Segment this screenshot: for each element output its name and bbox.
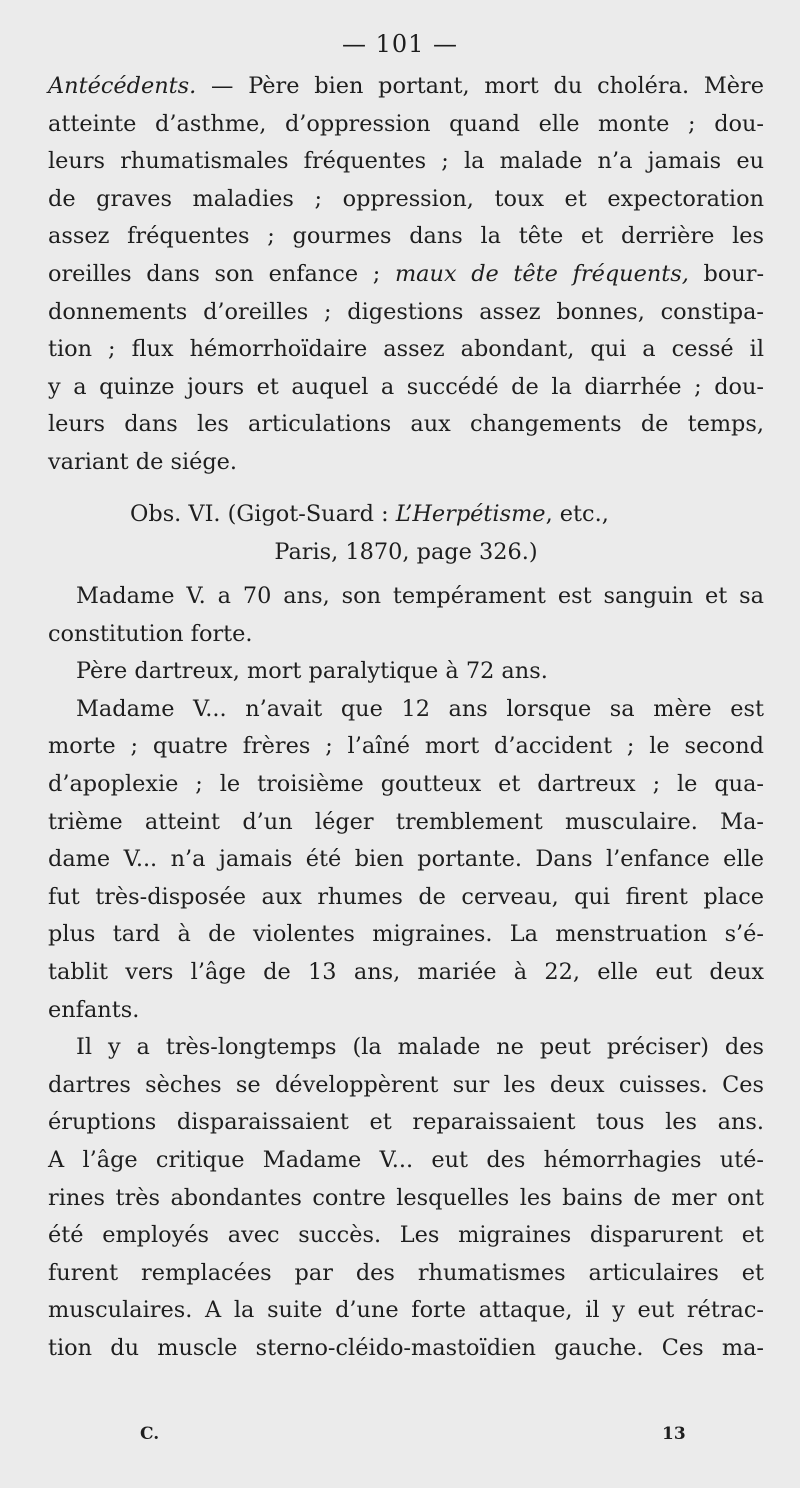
text-run: variant de siége.	[48, 448, 238, 475]
text-line	[48, 653, 764, 691]
page-number: — 101 —	[341, 30, 459, 58]
text-line	[48, 181, 764, 219]
text-line	[48, 992, 764, 1030]
observation-prefix: Obs. VI. (Gigot-Suard :	[130, 501, 396, 527]
page-footer	[0, 1424, 800, 1454]
text-line	[48, 444, 764, 482]
text-line	[48, 294, 764, 332]
text-run: musculaires. A la suite d’une forte attaque, il y eut rétrac-	[48, 1297, 764, 1324]
text-run: oreilles dans son enfance ;	[48, 260, 395, 287]
text-run: atteinte d’asthme, d’oppression quand elle monte ; dou-	[48, 110, 764, 137]
text-run: Père dartreux, mort paralytique à 72 ans.	[76, 658, 548, 685]
text-line	[48, 1104, 764, 1142]
observation-body	[48, 578, 764, 1367]
observation-book-title: L’Herpétisme	[395, 501, 546, 527]
text-line	[48, 106, 764, 144]
text-line	[48, 1067, 764, 1105]
text-run: enfants.	[48, 996, 140, 1023]
text-run: donnements d’oreilles ; digestions assez bonnes, constipa-	[48, 298, 764, 325]
text-line	[48, 369, 764, 407]
text-run: leurs rhumatismales fréquentes ; la malade n’a jamais eu	[48, 148, 764, 175]
text-run: de graves maladies ; oppression, toux et expectoration	[48, 185, 764, 212]
antecedents-paragraph	[48, 68, 764, 482]
text-line	[48, 68, 764, 106]
text-run: A l’âge critique Madame V... eut des hémorrhagies uté-	[48, 1146, 764, 1173]
text-run: constitution forte.	[48, 620, 253, 647]
signature-mark-right: 13	[662, 1424, 686, 1444]
italic-text: Antécédents.	[48, 73, 197, 99]
text-line	[48, 406, 764, 444]
text-run: tion ; flux hémorrhoïdaire assez abondant, qui a cessé il	[48, 336, 764, 363]
text-line	[48, 616, 764, 654]
text-run: — Père bien portant, mort du choléra. Mère	[196, 73, 764, 99]
observation-heading-line-1	[48, 496, 764, 534]
text-line	[48, 728, 764, 766]
text-run: assez fréquentes ; gourmes dans la tête et derrière les	[48, 223, 764, 250]
text-line	[48, 879, 764, 917]
observation-heading-line-2: Paris, 1870, page 326.)	[274, 538, 538, 565]
text-run: y a quinze jours et auquel a succédé de la diarrhée ; dou-	[48, 373, 764, 400]
text-run: leurs dans les articulations aux changements de temps,	[48, 411, 764, 438]
text-line	[48, 916, 764, 954]
text-line	[48, 1217, 764, 1255]
text-run: dartres sèches se développèrent sur les deux cuisses. Ces	[48, 1071, 764, 1098]
text-run: furent remplacées par des rhumatismes articulaires et	[48, 1259, 764, 1286]
text-run: tion du muscle sterno-cléido-mastoïdien gauche. Ces ma-	[48, 1334, 764, 1361]
text-run: éruptions disparaissaient et reparaissaient tous les ans.	[48, 1109, 764, 1136]
observation-heading	[48, 496, 764, 571]
italic-text: maux de tête fréquents,	[394, 260, 689, 287]
text-line	[48, 691, 764, 729]
text-run: d’apoplexie ; le troisième goutteux et dartreux ; le qua-	[48, 770, 764, 797]
text-run: plus tard à de violentes migraines. La menstruation s’é-	[48, 921, 764, 948]
text-line	[48, 256, 764, 294]
text-run: Madame V... n’avait que 12 ans lorsque sa mère est	[76, 695, 764, 722]
text-line	[48, 218, 764, 256]
text-run: morte ; quatre frères ; l’aîné mort d’accident ; le second	[48, 733, 764, 760]
text-run: été employés avec succès. Les migraines disparurent et	[48, 1222, 764, 1249]
text-run: trième atteint d’un léger tremblement musculaire. Ma-	[48, 808, 764, 835]
text-line	[48, 841, 764, 879]
text-line	[48, 1142, 764, 1180]
text-line	[48, 331, 764, 369]
text-line	[48, 143, 764, 181]
text-line	[48, 1180, 764, 1218]
text-line	[48, 1255, 764, 1293]
text-run: fut très-disposée aux rhumes de cerveau, qui firent place	[48, 883, 764, 910]
signature-mark-left: C.	[140, 1424, 160, 1444]
text-line	[48, 766, 764, 804]
text-run: Madame V. a 70 ans, son tempérament est sanguin et sa	[76, 583, 764, 609]
observation-suffix: , etc.,	[545, 501, 609, 527]
text-run: tablit vers l’âge de 13 ans, mariée à 22, elle eut deux	[48, 958, 764, 985]
text-run: rines très abondantes contre lesquelles les bains de mer ont	[48, 1184, 764, 1211]
text-line	[48, 1292, 764, 1330]
text-run: Il y a très-longtemps (la malade ne peut préciser) des	[76, 1034, 764, 1061]
text-run: bour-	[688, 260, 765, 287]
text-line	[48, 1029, 764, 1067]
text-line	[48, 578, 764, 616]
text-line	[48, 1330, 764, 1368]
text-line	[48, 804, 764, 842]
text-run: dame V... n’a jamais été bien portante. Dans l’enfance elle	[48, 846, 764, 873]
text-line	[48, 954, 764, 992]
